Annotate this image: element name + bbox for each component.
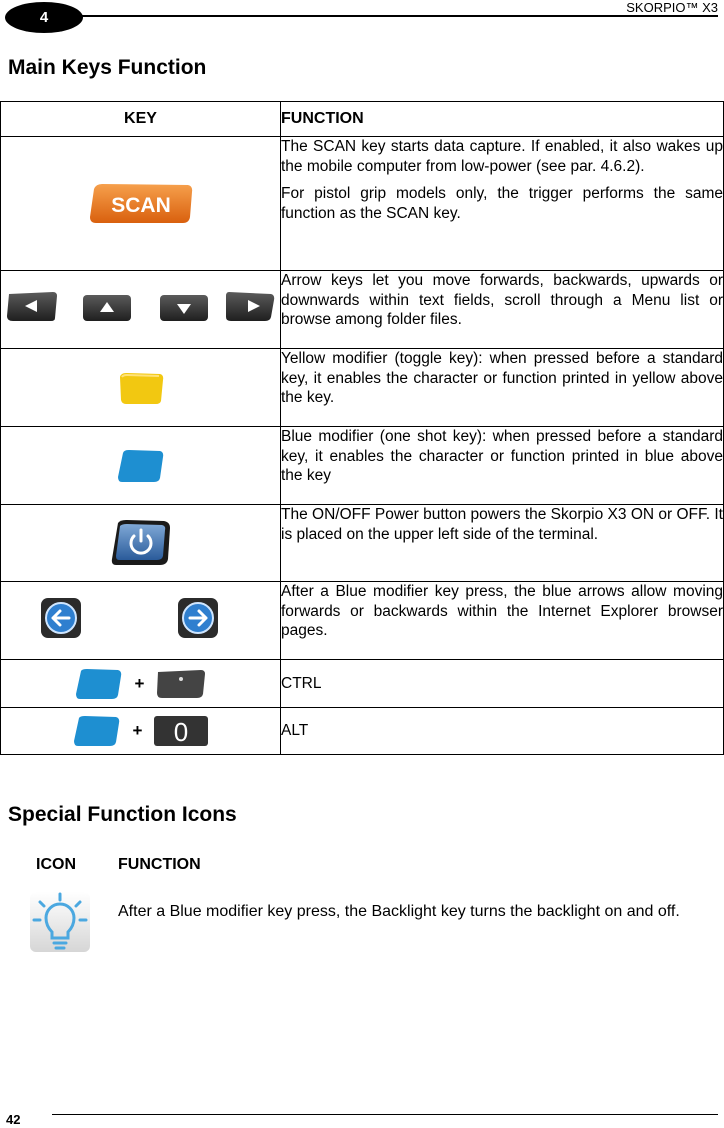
table-row [1, 271, 724, 349]
function-cell [281, 349, 724, 427]
scan-key-icon [88, 183, 194, 225]
page-number: 42 [6, 1112, 21, 1127]
function-text: For pistol grip models only, the trigger performs the same function as the SCAN key. [281, 185, 723, 222]
function-text: Blue modifier (one shot key): when pressed before a standard key, it enables the character or function printed in blue above the key [281, 428, 723, 484]
key-cell [1, 427, 281, 505]
right-arrow-key-icon [226, 292, 274, 321]
blue-arrows-icon [41, 597, 241, 639]
key-cell [1, 137, 281, 271]
key-column-header: KEY [1, 102, 281, 137]
key-cell [1, 271, 281, 349]
special-icons-heading: Special Function Icons [8, 803, 237, 826]
function-cell [281, 708, 724, 755]
function-text: The ON/OFF Power button powers the Skorpio X3 ON or OFF. It is placed on the upper left side of the terminal. [281, 506, 723, 543]
function-text: CTRL [281, 674, 322, 692]
up-arrow-key-icon [83, 295, 131, 321]
icon-column-header: ICON [36, 856, 76, 873]
blue-modifier-key-icon [74, 668, 124, 700]
footer-rule [52, 1114, 718, 1115]
key-cell [1, 582, 281, 660]
function-cell [281, 137, 724, 271]
table-row [1, 349, 724, 427]
blue-modifier-key-icon [72, 715, 122, 747]
table-row [1, 427, 724, 505]
backlight-bulb-icon [28, 888, 92, 954]
function-text: Arrow keys let you move forwards, backwards, upwards or downwards within text fields, scroll through a Menu list or browse among folder files. [281, 272, 723, 328]
key-cell [1, 708, 281, 755]
backlight-function-text: After a Blue modifier key press, the Backlight key turns the backlight on and off. [118, 903, 680, 920]
zero-key-icon [153, 715, 209, 747]
back-arrow-key-icon [41, 598, 81, 638]
left-arrow-key-icon [7, 292, 57, 321]
function-cell [281, 505, 724, 582]
function-column-header: FUNCTION [281, 102, 724, 137]
main-keys-heading: Main Keys Function [8, 56, 207, 79]
dot-key-icon [155, 669, 207, 699]
table-header-row [1, 102, 724, 137]
function-cell [281, 582, 724, 660]
function-text: The SCAN key starts data capture. If enabled, it also wakes up the mobile computer from low-power (see par. 4.6.2). [281, 138, 723, 175]
chapter-number: 4 [39, 9, 49, 26]
function-text: ALT [281, 722, 309, 740]
down-arrow-key-icon [160, 295, 208, 321]
key-cell [1, 660, 281, 708]
function-cell [281, 660, 724, 708]
power-button-icon [110, 519, 172, 567]
table-row [1, 137, 724, 271]
arrow-keys-icon [5, 290, 277, 324]
table-row [1, 708, 724, 755]
function-text: Yellow modifier (toggle key): when pressed before a standard key, it enables the character or function printed in yellow above the key. [281, 350, 723, 406]
yellow-modifier-key-icon [116, 371, 166, 405]
function-text: After a Blue modifier key press, the blue arrows allow moving forwards or backwards within the Internet Explorer browser pages. [281, 583, 723, 639]
function-column-header: FUNCTION [118, 856, 201, 873]
table-row [1, 582, 724, 660]
key-cell [1, 505, 281, 582]
blue-modifier-key-icon [116, 449, 166, 483]
chapter-badge [5, 2, 83, 33]
plus-sign: + [132, 721, 143, 740]
function-cell [281, 427, 724, 505]
document-title: SKORPIO™ X3 [626, 0, 718, 15]
table-row [1, 660, 724, 708]
table-row [1, 505, 724, 582]
key-cell [1, 349, 281, 427]
plus-sign: + [134, 673, 145, 693]
header-rule [78, 15, 718, 17]
main-keys-table [0, 101, 724, 755]
function-cell [281, 271, 724, 349]
forward-arrow-key-icon [178, 598, 218, 638]
zero-key-label: 0 [173, 717, 189, 747]
scan-key-label: SCAN [110, 193, 171, 217]
